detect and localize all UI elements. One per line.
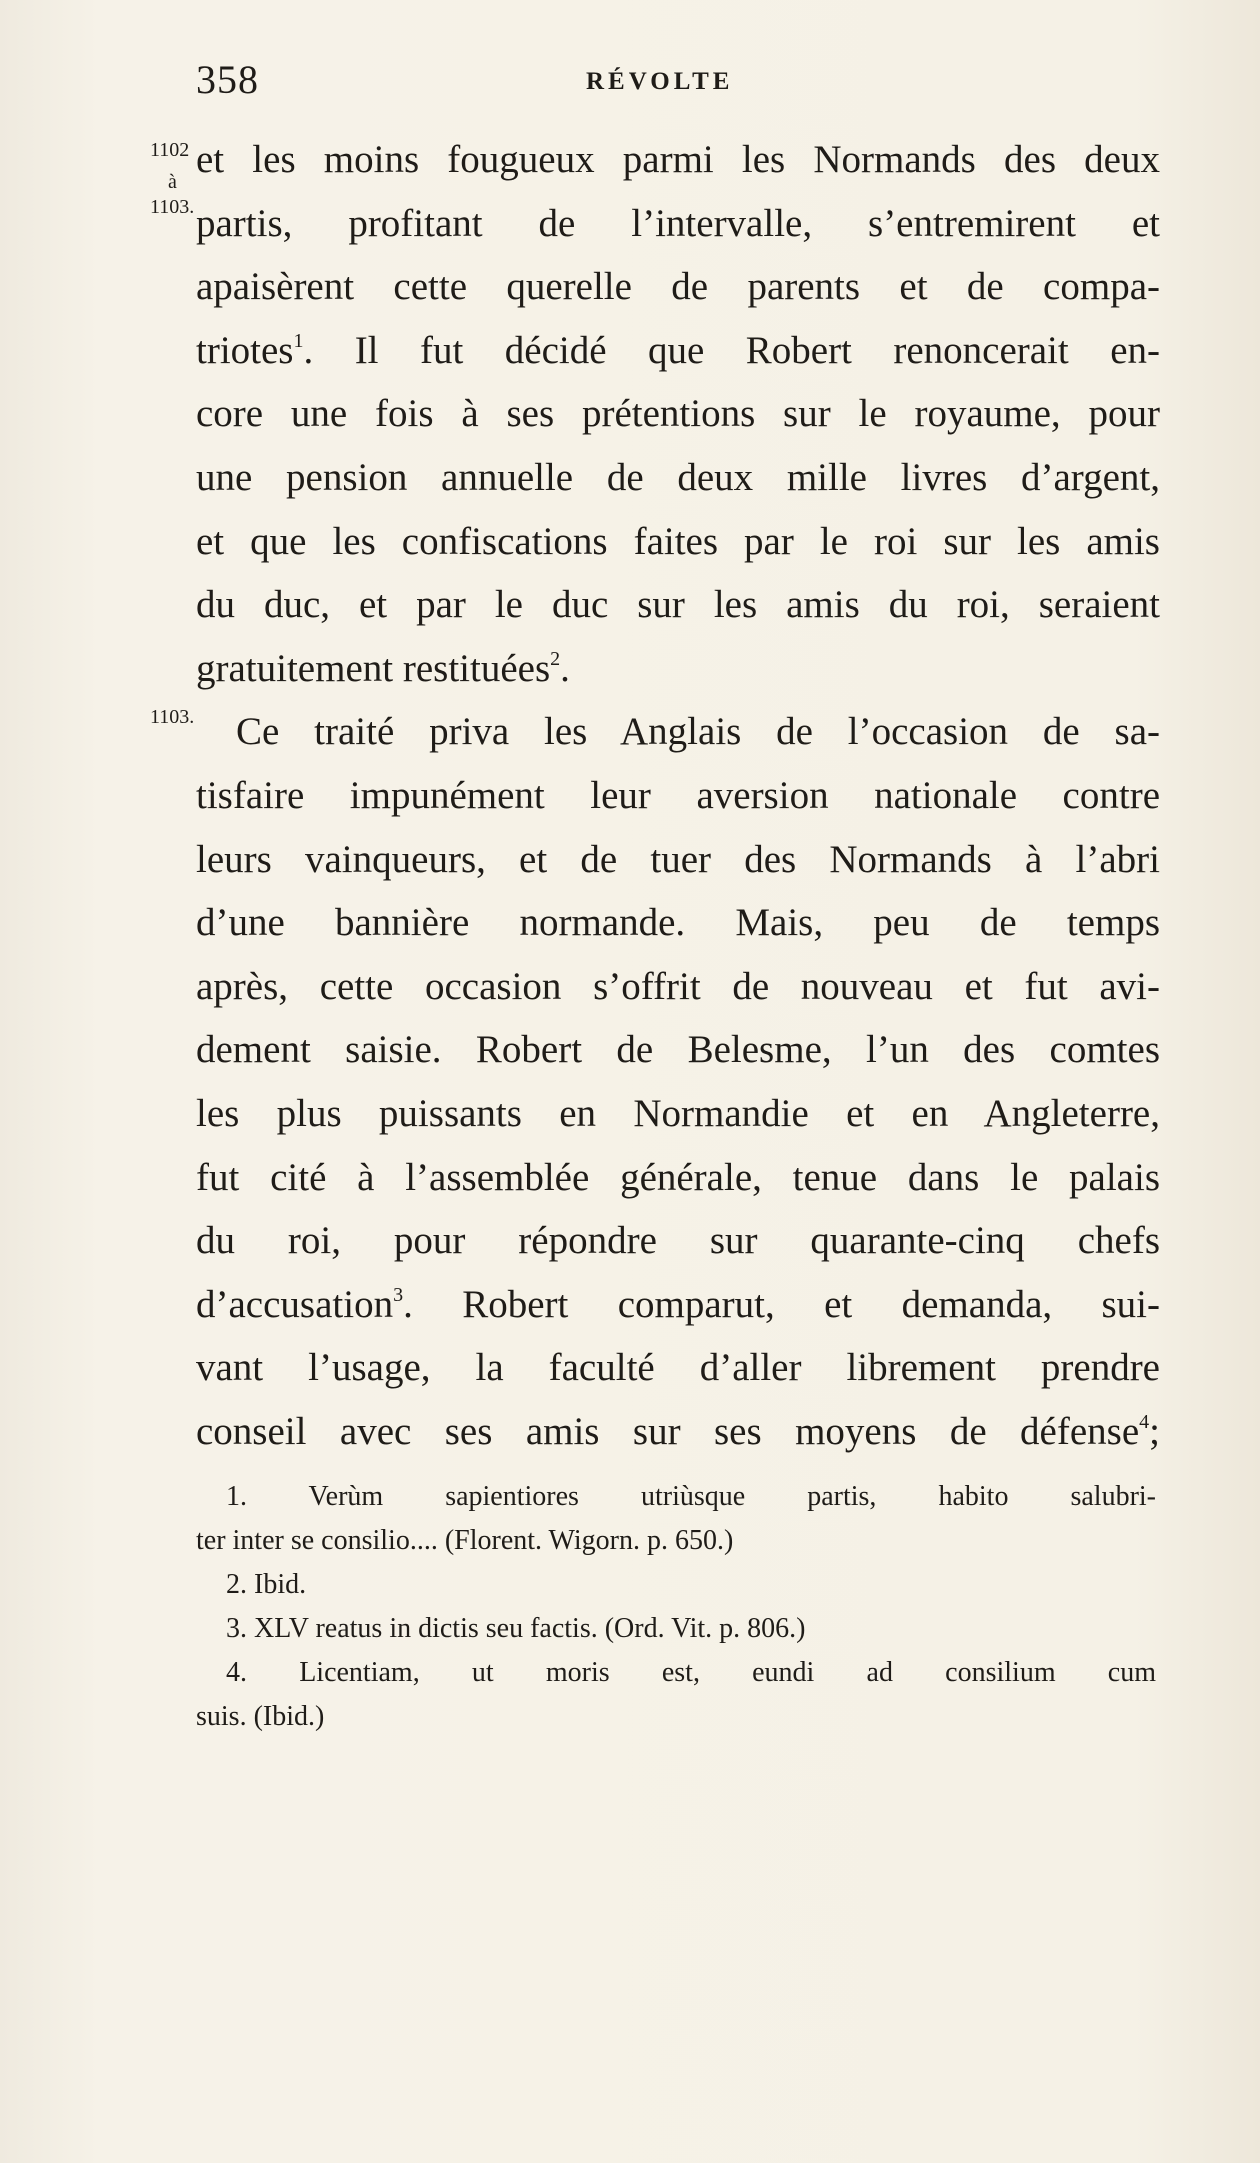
text-line: une pension annuelle de deux mille livres d’argent, bbox=[196, 455, 1160, 499]
footnotes bbox=[196, 1475, 1156, 1739]
text-fragment: . Robert comparut, et demanda, sui- bbox=[403, 1282, 1160, 1326]
footnote-1: 1. Verùm sapientiores utriùsque partis, habito salubri- bbox=[226, 1481, 1156, 1512]
footnote-1-continued: ter inter se consilio.... (Florent. Wigorn. p. 650.) bbox=[196, 1525, 734, 1556]
margin-date-paragraph: 1103. bbox=[150, 706, 195, 728]
footnote-4: 4. Licentiam, ut moris est, eundi ad consilium cum bbox=[226, 1657, 1156, 1688]
text-line: et que les confiscations faites par le roi sur les amis bbox=[196, 519, 1160, 563]
text-line: apaisèrent cette querelle de parents et de compa- bbox=[196, 265, 1160, 309]
footnote-ref: 2 bbox=[550, 647, 561, 670]
margin-date-start: 1102 bbox=[150, 139, 190, 161]
text-line: tisfaire impunément leur aversion nationale contre bbox=[196, 773, 1160, 817]
text-fragment: d’accusation bbox=[196, 1282, 394, 1326]
text-line: les plus puissants en Normandie et en Angleterre, bbox=[196, 1091, 1160, 1135]
text-line: vant l’usage, la faculté d’aller librement prendre bbox=[196, 1346, 1160, 1390]
footnote-3: 3. XLV reatus in dictis seu factis. (Ord. Vit. p. 806.) bbox=[226, 1613, 806, 1644]
footnote-ref: 3 bbox=[393, 1283, 404, 1306]
text-line: leurs vainqueurs, et de tuer des Normands à l’abri bbox=[196, 837, 1160, 881]
text-line: dement saisie. Robert de Belesme, l’un des comtes bbox=[196, 1028, 1160, 1072]
footnote-4-continued: suis. (Ibid.) bbox=[196, 1701, 325, 1732]
text-line: d’une bannière normande. Mais, peu de temps bbox=[196, 901, 1160, 945]
footnote-ref: 1 bbox=[293, 329, 304, 352]
footnote-2: 2. Ibid. bbox=[226, 1569, 307, 1600]
text-line bbox=[196, 319, 1160, 383]
text-line: partis, profitant de l’intervalle, s’entremirent et bbox=[196, 201, 1160, 245]
page-number: 358 bbox=[196, 57, 259, 102]
main-text bbox=[196, 128, 1160, 1463]
text-line bbox=[196, 637, 1160, 701]
text-fragment: gratuitement restituées bbox=[196, 646, 551, 690]
footnote-ref: 4 bbox=[1139, 1410, 1150, 1433]
text-line: Ce traité priva les Anglais de l’occasion de sa- bbox=[236, 710, 1160, 754]
text-line bbox=[196, 1400, 1160, 1464]
text-line: du duc, et par le duc sur les amis du roi, seraient bbox=[196, 583, 1160, 627]
text-line: core une fois à ses prétentions sur le royaume, pour bbox=[196, 392, 1160, 436]
text-line: et les moins fougueux parmi les Normands des deux bbox=[196, 138, 1160, 181]
text-fragment: triotes bbox=[196, 328, 294, 372]
text-line: après, cette occasion s’offrit de nouveau et fut avi- bbox=[196, 964, 1160, 1008]
text-line: du roi, pour répondre sur quarante-cinq chefs bbox=[196, 1219, 1160, 1263]
margin-date-end: 1103. bbox=[150, 196, 195, 218]
running-head: RÉVOLTE bbox=[586, 68, 734, 95]
text-line: fut cité à l’assemblée générale, tenue dans le palais bbox=[196, 1155, 1160, 1199]
text-line bbox=[196, 1273, 1160, 1337]
text-fragment: conseil avec ses amis sur ses moyens de défense bbox=[196, 1409, 1140, 1453]
text-fragment: ; bbox=[1149, 1409, 1160, 1453]
text-fragment: . bbox=[560, 646, 570, 690]
page-header bbox=[196, 56, 1156, 106]
margin-date-connector: à bbox=[168, 171, 177, 193]
text-fragment: . Il fut décidé que Robert renoncerait en- bbox=[303, 328, 1160, 372]
